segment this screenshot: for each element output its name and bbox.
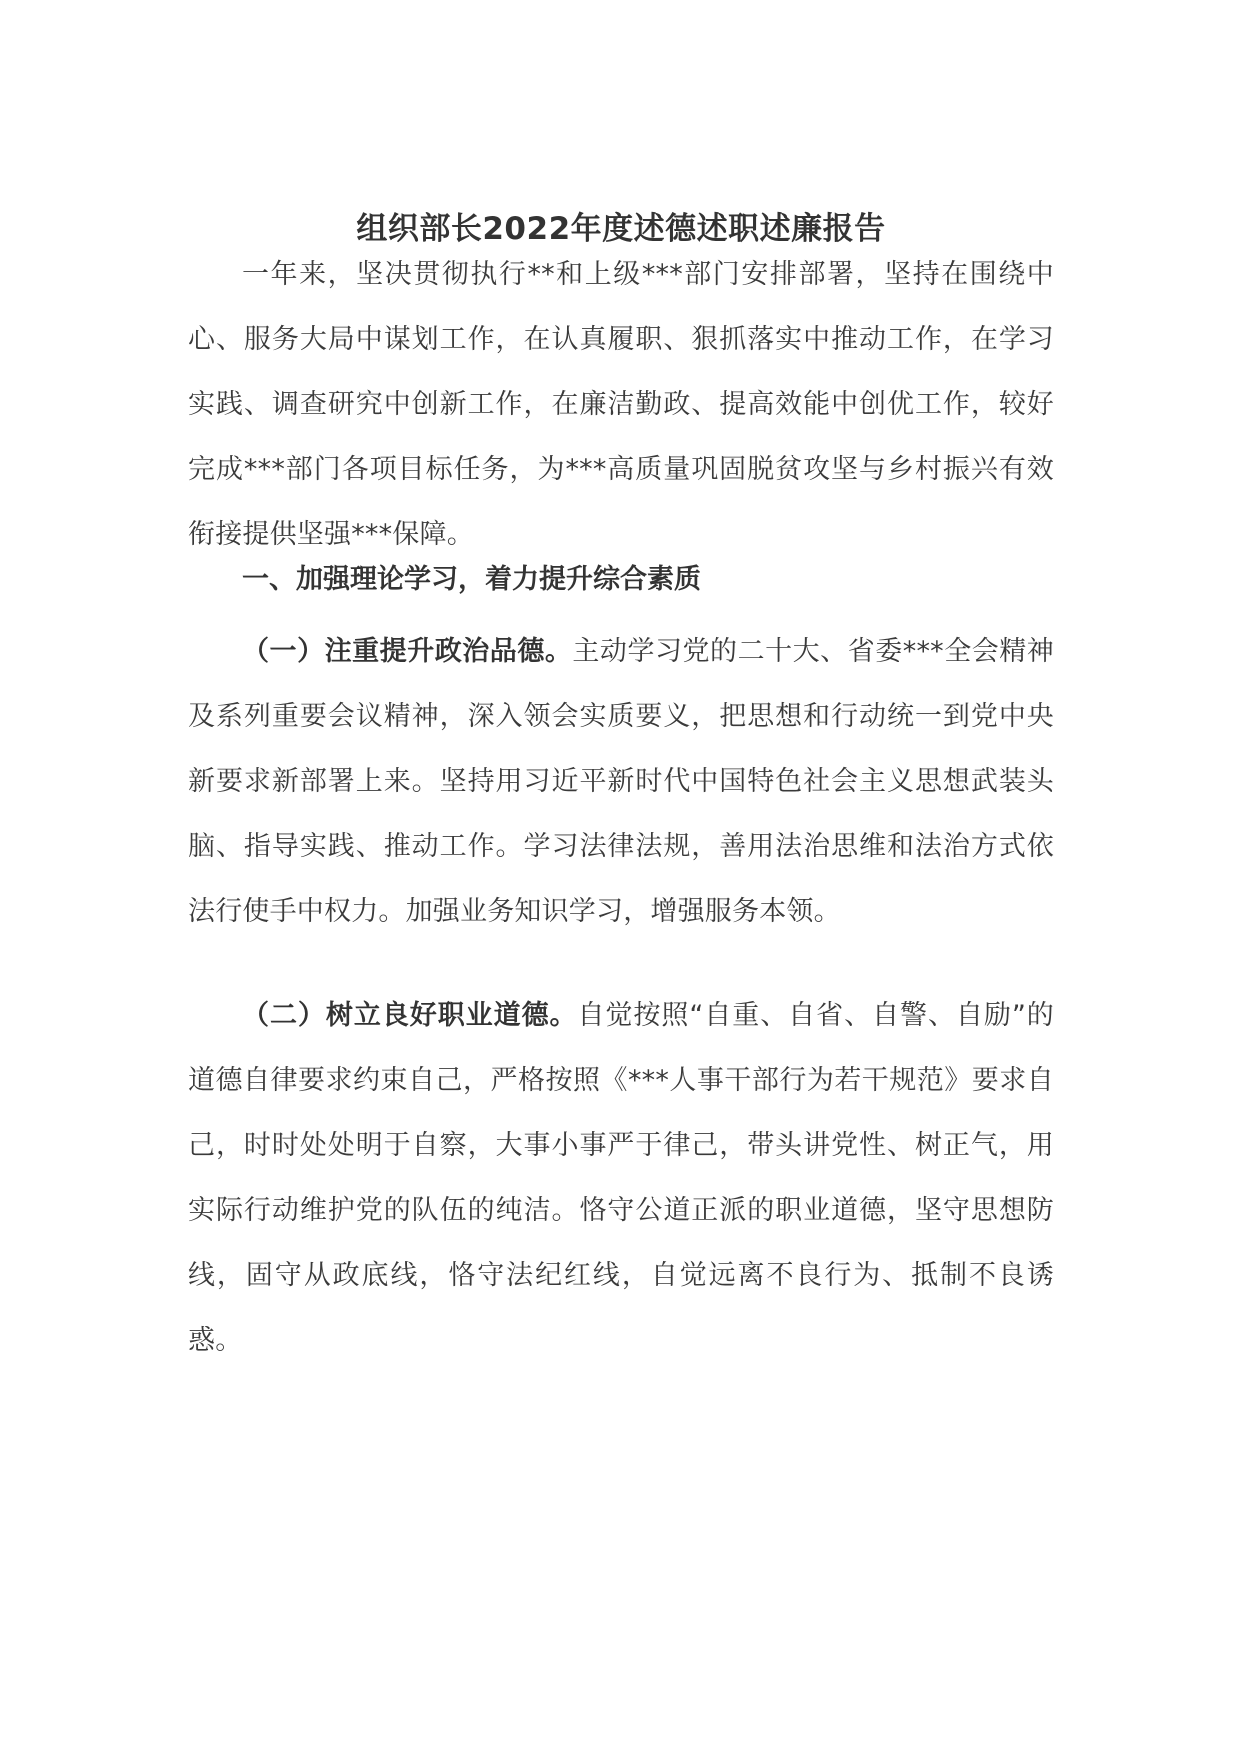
subsection-lead-1: （一）注重提升政治品德。 (242, 636, 573, 667)
intro-paragraph: 一年来，坚决贯彻执行**和上级***部门安排部署，坚持在围绕中心、服务大局中谋划工作，在认真履职、狠抓落实中推动工作，在学习实践、调查研究中创新工作，在廉洁勤政、提高效能中创优工作，较好完成***部门各项目标任务，为***高质量巩固脱贫攻坚与乡村振兴有效衔接提供坚强***保障。 (188, 259, 1054, 550)
subsection-paragraph-2 (188, 983, 1054, 1373)
section-heading-1: 一、加强理论学习，着力提升综合素质 (242, 564, 701, 595)
subsection-lead-2: （二）树立良好职业道德。 (242, 1000, 578, 1031)
subsection-paragraph-1 (188, 619, 1054, 944)
subsection-body-1: 主动学习党的二十大、省委***全会精神及系列重要会议精神，深入领会实质要义，把思想和行动统一到党中央新要求新部署上来。坚持用习近平新时代中国特色社会主义思想武装头脑、指导实践、推动工作。学习法律法规，善用法治思维和法治方式依法行使手中权力。加强业务知识学习，增强服务本领。 (188, 636, 1054, 927)
subsection-body-2: 自觉按照“自重、自省、自警、自励”的道德自律要求约束自己，严格按照《***人事干部行为若干规范》要求自己，时时处处明于自察，大事小事严于律己，带头讲党性、树正气，用实际行动维护党的队伍的纯洁。恪守公道正派的职业道德，坚守思想防线，固守从政底线，恪守法纪红线，自觉远离不良行为、抵制不良诱惑。 (188, 1000, 1054, 1356)
document-title: 组织部长2022年度述德述职述廉报告 (356, 211, 886, 247)
